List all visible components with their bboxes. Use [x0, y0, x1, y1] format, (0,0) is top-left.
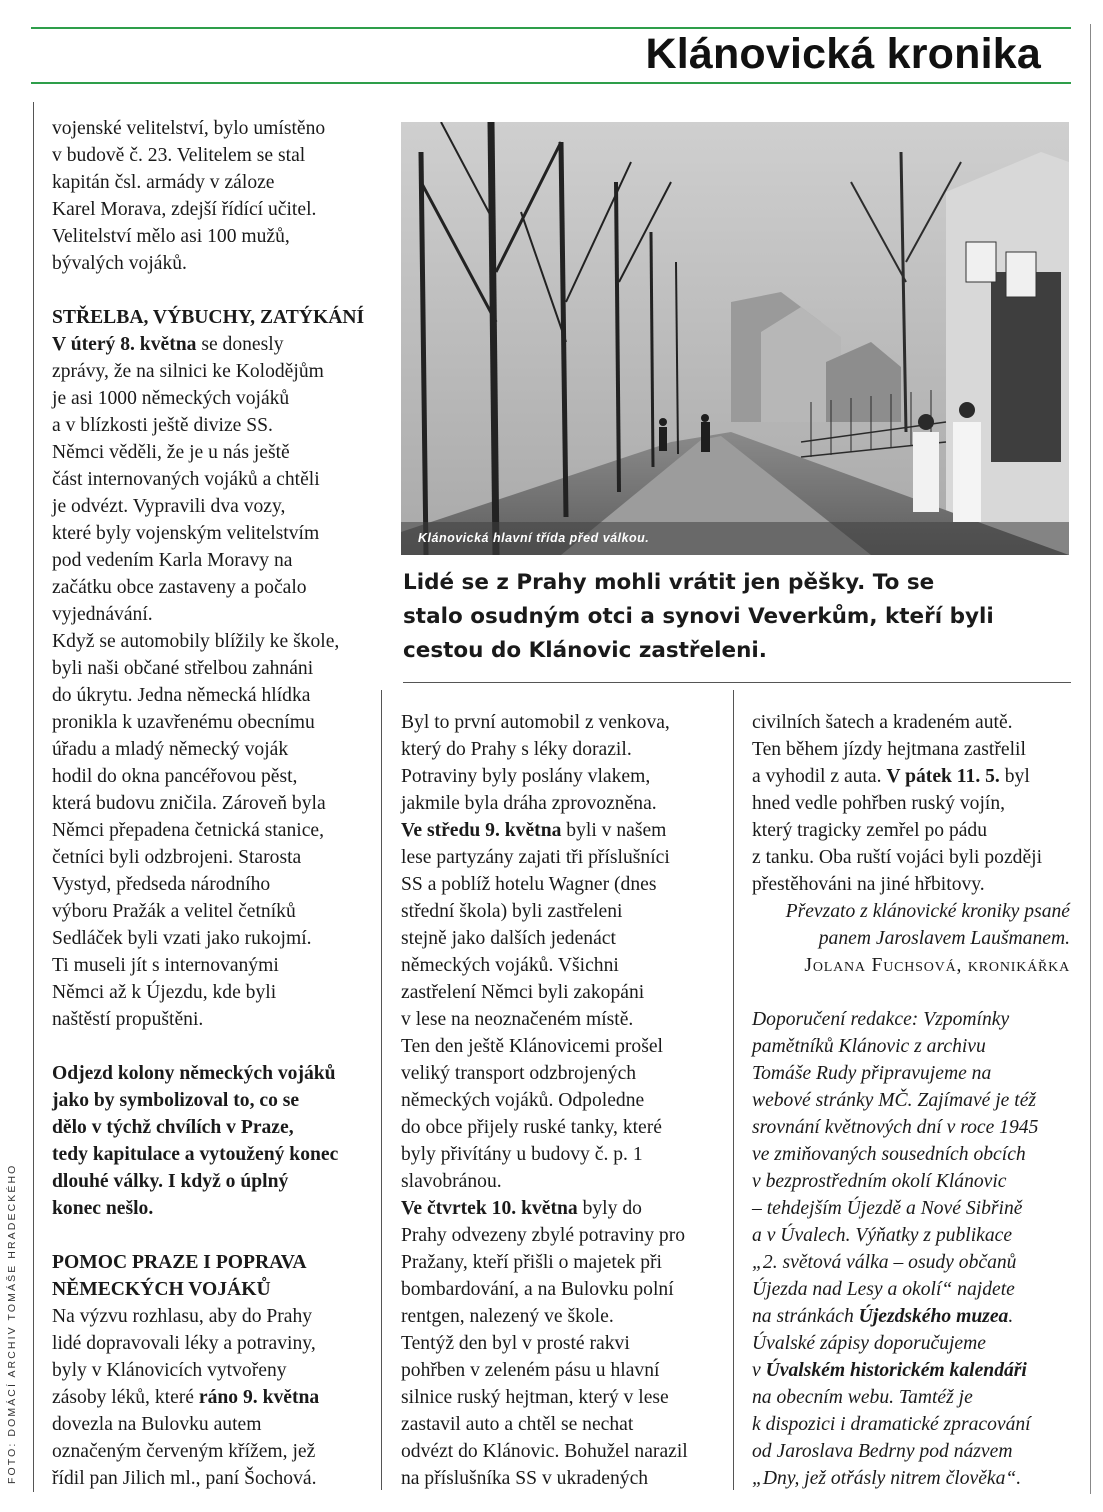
text-line: Sedláček byli vzati jako rukojmí. — [52, 928, 312, 949]
text-line: Prahy odvezeny zbylé potraviny pro — [401, 1225, 686, 1246]
text-line: „Dny, jež otřásly nitrem člověka“. — [752, 1468, 1022, 1489]
masthead-rule — [31, 82, 1071, 84]
text-line: Na výzvu rozhlasu, aby do Prahy — [52, 1306, 313, 1327]
text-line: řídil pan Jilich ml., paní Šochová. — [52, 1468, 317, 1489]
text-line: stalo osudným otci a synovi Veverkům, kteří byli — [403, 604, 994, 629]
paragraph: a vyhodil z auta. V pátek 11. 5. byl — [752, 766, 1030, 787]
text-line: do úkrytu. Jedna německá hlídka — [52, 685, 311, 706]
text-line: Když se automobily blížily ke škole, — [52, 631, 340, 652]
text-line: Úvalské zápisy doporučujeme — [752, 1333, 986, 1354]
text-line: v budově č. 23. Velitelem se stal — [52, 145, 306, 166]
masthead-title: Klánovická kronika — [645, 30, 1041, 78]
text-line: Ti museli jít s internovanými — [52, 955, 279, 976]
text-line: lidé dopravovali léky a potraviny, — [52, 1333, 316, 1354]
text-line: byli naši občané střelbou zahnáni — [52, 658, 314, 679]
col1-intro — [52, 115, 374, 277]
text-line: Doporučení redakce: Vzpomínky — [752, 1009, 1010, 1030]
text-line: střední škola) byli zastřeleni — [401, 901, 623, 922]
text-line: začátku obce zastaveny a počalo — [52, 577, 307, 598]
text-line: panem Jaroslavem Laušmanem. — [818, 928, 1070, 949]
photo-caption: Klánovická hlavní třída před válkou. — [418, 531, 650, 545]
text-line: část internovaných vojáků a chtěli — [52, 469, 320, 490]
text-line: naštěstí propuštěni. — [52, 1009, 204, 1030]
right-margin-rule — [1090, 24, 1091, 1494]
text-line: hodil do okna pancéřovou pěst, — [52, 766, 298, 787]
text-line: lese partyzány zajati tři příslušníci — [401, 847, 670, 868]
column-rule-1 — [381, 690, 382, 1490]
text-line: rentgen, nalezený ve škole. — [401, 1306, 614, 1327]
text-line: – tehdejším Újezdě a Nové Sibřině — [752, 1198, 1023, 1219]
text-line: veliký transport odzbrojených — [401, 1063, 637, 1084]
text-line: SS a poblíž hotelu Wagner (dnes — [401, 874, 657, 895]
text-line: na obecním webu. Tamtéž je — [752, 1387, 973, 1408]
text-line: pronikla k uzavřenému obecnímu — [52, 712, 315, 733]
text-line: dělo v týchž chvílích v Praze, — [52, 1117, 294, 1138]
text-line: na příslušníka SS v ukradených — [401, 1468, 649, 1489]
text-line: která budovu zničila. Zároveň byla — [52, 793, 326, 814]
text-line: „2. světová válka – osudy občanů — [752, 1252, 1017, 1273]
text-line: zastavil auto a chtěl se nechat — [401, 1414, 634, 1435]
column-3 — [752, 709, 1070, 1492]
text-line: Ten během jízdy hejtmana zastřelil — [752, 739, 1026, 760]
text-line: Tentýž den byl v prosté rakvi — [401, 1333, 630, 1354]
col1-section1-body — [52, 358, 374, 1033]
text-line: a v Úvalech. Výňatky z publikace — [752, 1225, 1013, 1246]
text-line: dlouhé války. I když o úplný — [52, 1171, 289, 1192]
text-line: Tomáše Rudy připravujeme na — [752, 1063, 992, 1084]
text-line: webové stránky MČ. Zajímavé je též — [752, 1090, 1037, 1111]
text-line: od Jaroslava Bedrny pod názvem — [752, 1441, 1013, 1462]
col3-body-a — [752, 709, 1070, 763]
col2-body-a — [401, 709, 726, 817]
source-note — [752, 898, 1070, 952]
text-line: byly v Klánovicích vytvořeny — [52, 1360, 287, 1381]
text-line: které byly vojenským velitelstvím — [52, 523, 320, 544]
street-photo-illustration — [401, 122, 1069, 555]
text-line: cestou do Klánovic zastřeleni. — [403, 638, 767, 663]
text-line: označeným červeným křížem, jež — [52, 1441, 316, 1462]
text-line: Byl to první automobil z venkova, — [401, 712, 670, 733]
text-line: četníci byli odzbrojeni. Starosta — [52, 847, 302, 868]
text-line: který do Prahy s léky dorazil. — [401, 739, 632, 760]
text-line: Němci věděli, že je u nás ještě — [52, 442, 290, 463]
text-line: je asi 1000 německých vojáků — [52, 388, 290, 409]
author-signature: Jolana Fuchsová, kronikářka — [804, 955, 1070, 976]
col2-body-c — [401, 1222, 726, 1492]
text-line: konec nešlo. — [52, 1198, 154, 1219]
text-line: ve zmiňovaných sousedních obcích — [752, 1144, 1026, 1165]
text-line: Němci až k Újezdu, kde byli — [52, 982, 277, 1003]
left-margin-rule — [33, 102, 34, 1492]
text-line: slavobránou. — [401, 1171, 502, 1192]
col1-section2-body-a — [52, 1303, 374, 1384]
text-line: do obce přijely ruské tanky, které — [401, 1117, 662, 1138]
col1-section2-body-b — [52, 1411, 374, 1492]
text-line: NĚMECKÝCH VOJÁKŮ — [52, 1279, 271, 1300]
col3-body-b — [752, 790, 1070, 898]
text-line: Potraviny byly poslány vlakem, — [401, 766, 651, 787]
text-line: Újezda nad Lesy a okolí“ najdete — [752, 1279, 1015, 1300]
text-line: bývalých vojáků. — [52, 253, 187, 274]
text-line: Převzato z klánovické kroniky psané — [785, 901, 1070, 922]
text-line: v bezprostředním okolí Klánovic — [752, 1171, 1007, 1192]
editor-note — [752, 1006, 1070, 1492]
text-line: tedy kapitulace a vytoužený konec — [52, 1144, 339, 1165]
section-heading-2 — [52, 1249, 374, 1303]
text-line: kapitán čsl. armády v záloze — [52, 172, 275, 193]
text-line: německých vojáků. Odpoledne — [401, 1090, 645, 1111]
text-line: Ten den ještě Klánovicemi prošel — [401, 1036, 663, 1057]
paragraph: V úterý 8. května se donesly — [52, 334, 284, 355]
text-line: a v blízkosti ještě divize SS. — [52, 415, 273, 436]
text-line: Němci přepadena četnická stanice, — [52, 820, 324, 841]
text-line: úřadu a mladý německý voják — [52, 739, 289, 760]
text-line: stejně jako dalších jedenáct — [401, 928, 616, 949]
text-line: Vystyd, předseda národního — [52, 874, 271, 895]
text-line: který tragicky zemřel po pádu — [752, 820, 988, 841]
text-line: německých vojáků. Všichni — [401, 955, 619, 976]
text-line: Karel Morava, zdejší řídící učitel. — [52, 199, 317, 220]
text-line: k dispozici i dramatické zpracování — [752, 1414, 1031, 1435]
top-rule — [31, 27, 1071, 29]
column-1 — [52, 115, 374, 1492]
paragraph: zásoby léků, které ráno 9. května — [52, 1387, 320, 1408]
historical-street-photo — [401, 122, 1069, 555]
text-line: zastřelení Němci byli zakopáni — [401, 982, 645, 1003]
text-line: Pražany, kteří přišli o majetek při — [401, 1252, 662, 1273]
text-line: pamětníků Klánovic z archivu — [752, 1036, 986, 1057]
text-line: bombardování, a na Bulovku polní — [401, 1279, 674, 1300]
text-line: z tanku. Oba ruští vojáci byli později — [752, 847, 1043, 868]
text-line: POMOC PRAZE I POPRAVA — [52, 1252, 307, 1273]
text-line: vyjednávání. — [52, 604, 153, 625]
text-line: pod vedením Karla Moravy na — [52, 550, 293, 571]
text-line: v lese na neoznačeném místě. — [401, 1009, 634, 1030]
text-line: odvézt do Klánovic. Bohužel narazil — [401, 1441, 688, 1462]
text-line: Lidé se z Prahy mohli vrátit jen pěšky. To se — [403, 570, 935, 595]
paragraph: Ve čtvrtek 10. května byly do — [401, 1198, 642, 1219]
text-line: jakmile byla dráha zprovozněna. — [401, 793, 657, 814]
column-2 — [401, 709, 726, 1492]
text-line: pohřben v zeleném pásu u hlavní — [401, 1360, 660, 1381]
photo-credit: FOTO: DOMÁCÍ ARCHIV TOMÁŠE HRADECKÉHO — [6, 1163, 18, 1484]
text-line: přestěhováni na jiné hřbitovy. — [752, 874, 985, 895]
col1-bold-paragraph — [52, 1060, 374, 1222]
text-line: civilních šatech a kradeném autě. — [752, 712, 1013, 733]
text-line: vojenské velitelství, bylo umístěno — [52, 118, 326, 139]
paragraph: v Úvalském historickém kalendáři — [752, 1360, 1027, 1381]
text-line: dovezla na Bulovku autem — [52, 1414, 262, 1435]
pull-quote-rule — [403, 682, 1071, 683]
paragraph: na stránkách Újezdského muzea. — [752, 1306, 1014, 1327]
text-line: hned vedle pohřben ruský vojín, — [752, 793, 1006, 814]
text-line: srovnání květnových dní v roce 1945 — [752, 1117, 1039, 1138]
text-line: silnice ruský hejtman, který v lese — [401, 1387, 669, 1408]
text-line: byly přivítány u budovy č. p. 1 — [401, 1144, 643, 1165]
section-heading: STŘELBA, VÝBUCHY, ZATÝKÁNÍ — [52, 307, 365, 328]
text-line: Odjezd kolony německých vojáků — [52, 1063, 336, 1084]
text-line: Velitelství mělo asi 100 mužů, — [52, 226, 290, 247]
text-line: jako by symbolizoval to, co se — [52, 1090, 300, 1111]
column-rule-2 — [733, 690, 734, 1490]
paragraph: Ve středu 9. května byli v našem — [401, 820, 667, 841]
text-line: zprávy, že na silnici ke Kolodějům — [52, 361, 324, 382]
text-line: výboru Pražák a velitel četníků — [52, 901, 296, 922]
pull-quote — [403, 566, 1069, 668]
col2-body-b — [401, 844, 726, 1195]
text-line: je odvézt. Vypravili dva vozy, — [52, 496, 286, 517]
